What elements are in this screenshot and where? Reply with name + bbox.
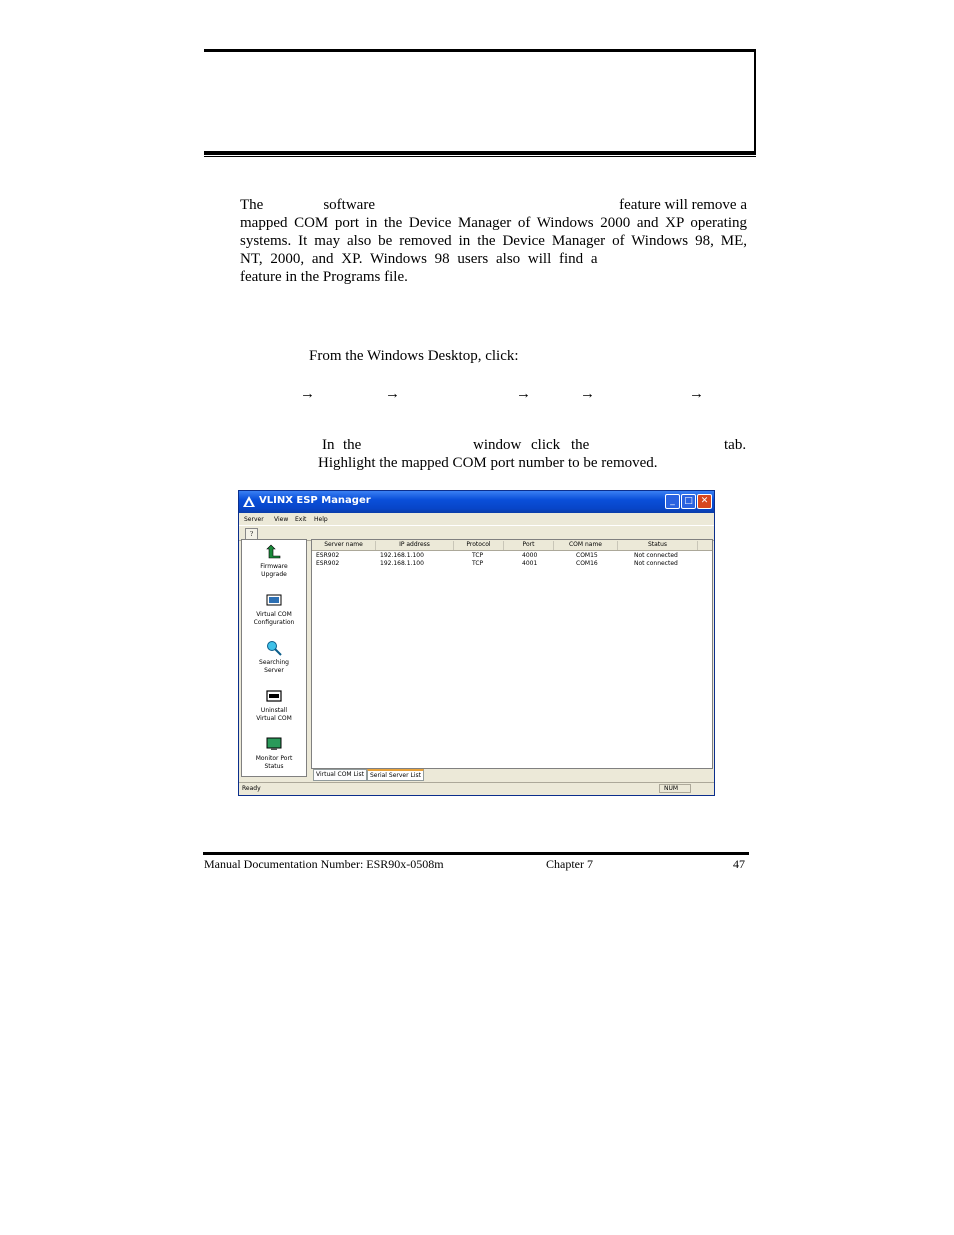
searching-server-button[interactable]: [242, 640, 306, 675]
intro-word-feature: feature will remove a: [619, 197, 747, 213]
table-cell: 192.168.1.100: [380, 552, 424, 559]
table-row[interactable]: [312, 552, 712, 560]
table-header: [312, 540, 712, 551]
footer-rule: [203, 852, 749, 855]
uninstall-virtual-com-button[interactable]: [242, 688, 306, 723]
header-right-rule: [754, 52, 756, 152]
left-item-label: Status: [264, 763, 284, 770]
menu-path-arrow: →: [516, 386, 531, 402]
column-header[interactable]: IP address: [376, 541, 454, 550]
window-title: VLINX ESP Manager: [259, 495, 371, 506]
intro-word-software: software: [323, 197, 375, 213]
status-bar: [239, 782, 714, 795]
left-item-label: Virtual COM: [256, 611, 292, 618]
column-header[interactable]: Port: [504, 541, 554, 550]
column-header[interactable]: COM name: [554, 541, 618, 550]
monitor-icon: [266, 736, 282, 752]
menu-server[interactable]: Server: [244, 516, 264, 523]
menu-exit[interactable]: Exit: [295, 516, 307, 523]
intro-line-1: [240, 196, 747, 214]
step2-word: In: [322, 437, 335, 453]
footer-page-number: 47: [733, 857, 745, 871]
table-cell: COM15: [576, 552, 598, 559]
table-cell: ESR902: [316, 560, 340, 567]
table-cell: ESR902: [316, 552, 340, 559]
intro-word-the: The: [240, 197, 264, 213]
help-question-icon[interactable]: ?: [245, 528, 258, 540]
menu-path-arrow: →: [385, 386, 400, 402]
magnifier-icon: [266, 640, 282, 656]
menu-help[interactable]: Help: [314, 516, 328, 523]
header-bottom-rule-thin: [204, 156, 756, 157]
step1-text: From the Windows Desktop, click:: [309, 348, 519, 364]
table-cell: TCP: [472, 560, 484, 567]
status-text: Ready: [242, 785, 261, 792]
step2-word: click: [531, 437, 561, 453]
left-item-label: Searching: [259, 659, 289, 666]
monitor-port-status-button[interactable]: [242, 736, 306, 771]
firmware-upgrade-button[interactable]: [242, 544, 306, 579]
minimize-button[interactable]: _: [665, 494, 680, 509]
left-tool-pane: [241, 539, 307, 777]
table-row[interactable]: [312, 560, 712, 568]
left-item-label: Virtual COM: [256, 715, 292, 722]
table-cell: Not connected: [634, 552, 678, 559]
tab-virtual-com-list[interactable]: Virtual COM List: [313, 769, 367, 781]
footer-chapter: Chapter 7: [546, 857, 593, 871]
table-cell: COM16: [576, 560, 598, 567]
maximize-button[interactable]: □: [681, 494, 696, 509]
column-header[interactable]: Protocol: [454, 541, 504, 550]
intro-paragraph: [240, 196, 747, 286]
esp-manager-window: [238, 490, 715, 796]
virtual-com-configuration-button[interactable]: [242, 592, 306, 627]
menu-path-arrow: →: [580, 386, 595, 402]
column-header[interactable]: Status: [618, 541, 698, 550]
table-cell: 4001: [522, 560, 538, 567]
header-top-rule: [204, 49, 756, 52]
intro-line-4: NT, 2000, and XP. Windows 98 users also will find a: [240, 251, 598, 267]
com-port-table: [311, 539, 713, 769]
column-header[interactable]: Server name: [312, 541, 376, 550]
intro-line-3: systems. It may also be removed in the Device Manager of Windows 98, ME,: [240, 233, 747, 249]
table-cell: 4000: [522, 552, 538, 559]
tab-serial-server-list[interactable]: Serial Server List: [367, 769, 424, 781]
menu-view[interactable]: View: [274, 516, 289, 523]
step2-line-2: Highlight the mapped COM port number to be removed.: [318, 455, 658, 471]
step2-word: the: [571, 437, 590, 453]
left-item-label: Configuration: [253, 619, 295, 626]
intro-line-5: feature in the Programs file.: [240, 269, 408, 285]
left-item-label: Firmware: [260, 563, 288, 570]
footer-doc-number: Manual Documentation Number: ESR90x-0508m: [204, 857, 444, 871]
left-item-label: Upgrade: [261, 571, 287, 578]
step2-word: the: [343, 437, 362, 453]
left-item-label: Uninstall: [260, 707, 288, 714]
app-logo-icon: [243, 496, 255, 508]
header-bottom-rule-thick: [204, 151, 756, 155]
table-cell: TCP: [472, 552, 484, 559]
menu-bar: [239, 513, 714, 525]
left-item-label: Server: [264, 667, 284, 674]
uninstall-port-icon: [266, 688, 282, 704]
title-bar[interactable]: [239, 491, 714, 513]
menu-path-arrow: →: [689, 386, 704, 402]
step2-word: window: [473, 437, 522, 453]
num-lock-indicator: NUM: [659, 784, 691, 793]
table-cell: 192.168.1.100: [380, 560, 424, 567]
menu-path-arrow: →: [300, 386, 315, 402]
upload-arrow-icon: [266, 544, 282, 560]
tab-strip: [311, 769, 713, 783]
left-item-label: Monitor Port: [255, 755, 293, 762]
table-cell: Not connected: [634, 560, 678, 567]
intro-line-2: mapped COM port in the Device Manager of Windows 2000 and XP operating: [240, 215, 747, 231]
close-button[interactable]: ✕: [697, 494, 712, 509]
serial-port-icon: [266, 592, 282, 608]
step2-word: tab.: [724, 437, 747, 453]
